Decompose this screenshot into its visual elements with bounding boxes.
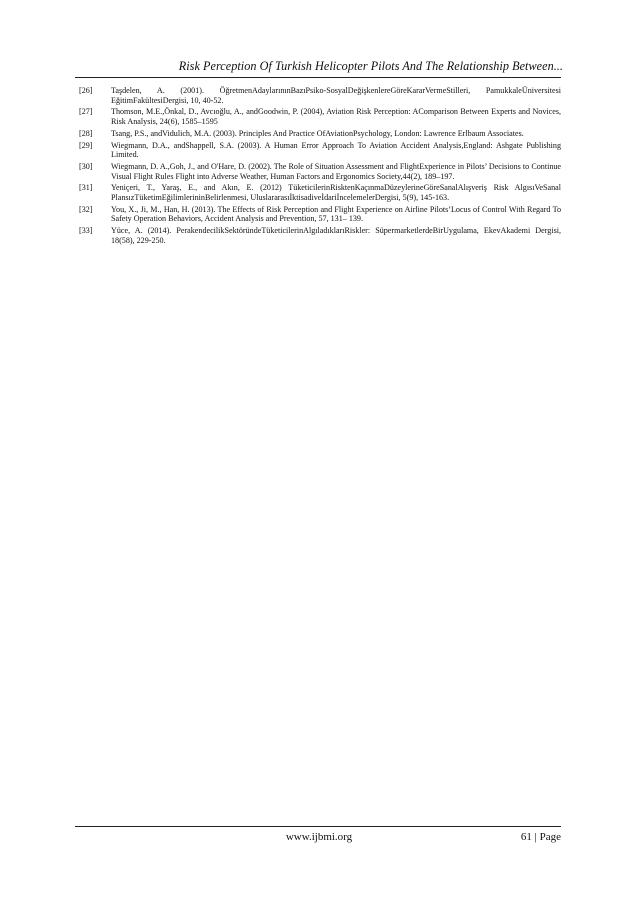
reference-number: [33] bbox=[79, 226, 93, 236]
reference-item bbox=[79, 141, 561, 160]
footer-page-number: 61 | Page bbox=[520, 831, 561, 843]
reference-number: [26] bbox=[79, 86, 93, 95]
reference-text: Wiegmann, D.A., andShappell, S.A. (2003). A Human Error Approach To Aviation Accident Analysis,England: Ashgate Publishing Limited. bbox=[111, 140, 561, 160]
reference-item bbox=[79, 107, 561, 126]
reference-item bbox=[79, 183, 561, 202]
reference-text: Yeniçeri, T., Yaraş, E., and Akın, E. (2012) TüketicilerinRisktenKaçınmaDüzeylerineGöreSanalAlışveriş Risk AlgısıVeSanal PlansızTüketimEğilimlerininBelirlenmesi, UluslararasıİktisadiveİdariİncelemelerDergisi, 5(9), 145-163. bbox=[111, 183, 561, 202]
reference-item bbox=[79, 86, 561, 105]
footer-rule bbox=[75, 826, 561, 827]
reference-text: Yüce, A. (2014). PerakendecilikSektöründeTüketicilerinAlgıladıklarıRiskler: SüpermarketlerdeBirUygulama, EkevAkademi Dergisi, 18(58), 229-250. bbox=[111, 226, 561, 245]
reference-item bbox=[79, 162, 561, 181]
reference-text: Thomson, M.E.,Önkal, D., Avcıoğlu, A., andGoodwin, P. (2004), Aviation Risk Perception: AComparison Between Experts and Novices, Risk Analysis, 24(6), 1585–1595 bbox=[111, 107, 561, 126]
reference-text: Tsang, P.S., andVidulich, M.A. (2003). Principles And Practice OfAviationPsychology, London: Lawrence Erlbaum Associates. bbox=[111, 128, 524, 138]
reference-number: [32] bbox=[79, 204, 93, 214]
reference-text: Taşdelen, A. (2001). ÖğretmenAdaylarınınBazıPsiko-SosyalDeğişkenlereGöreKararVermeStilleri, PamukkaleÜniversitesi EğitimFakültesiDergisi, 10, 40-52. bbox=[111, 86, 561, 105]
reference-item bbox=[79, 205, 561, 224]
reference-list bbox=[79, 86, 561, 247]
reference-text: You, X., Ji, M., Han, H. (2013). The Effects of Risk Perception and Flight Experience on Airline Pilots’Locus of Control With Regard To Safety Operation Behaviors, Accident Analysis and Prevention, 57, 131– 139. bbox=[111, 204, 561, 224]
reference-number: [28] bbox=[79, 128, 93, 138]
header-rule bbox=[75, 77, 561, 78]
reference-text: Wiegmann, D. A.,Goh, J., and O'Hare, D. (2002). The Role of Situation Assessment and FlightExperience in Pilots’ Decisions to Continue Visual Flight Rules Flight into Adverse Weather, Human Factors and Ergonomics Society,44(2), 189–197. bbox=[111, 161, 561, 181]
footer-url: www.ijbmi.org bbox=[285, 831, 353, 843]
reference-item bbox=[79, 226, 561, 245]
reference-number: [27] bbox=[79, 107, 93, 117]
running-header: Risk Perception Of Turkish Helicopter Pilots And The Relationship Between... bbox=[178, 59, 563, 73]
reference-item bbox=[79, 129, 561, 139]
reference-number: [30] bbox=[79, 161, 93, 171]
reference-number: [29] bbox=[79, 140, 93, 150]
reference-number: [31] bbox=[79, 183, 93, 193]
